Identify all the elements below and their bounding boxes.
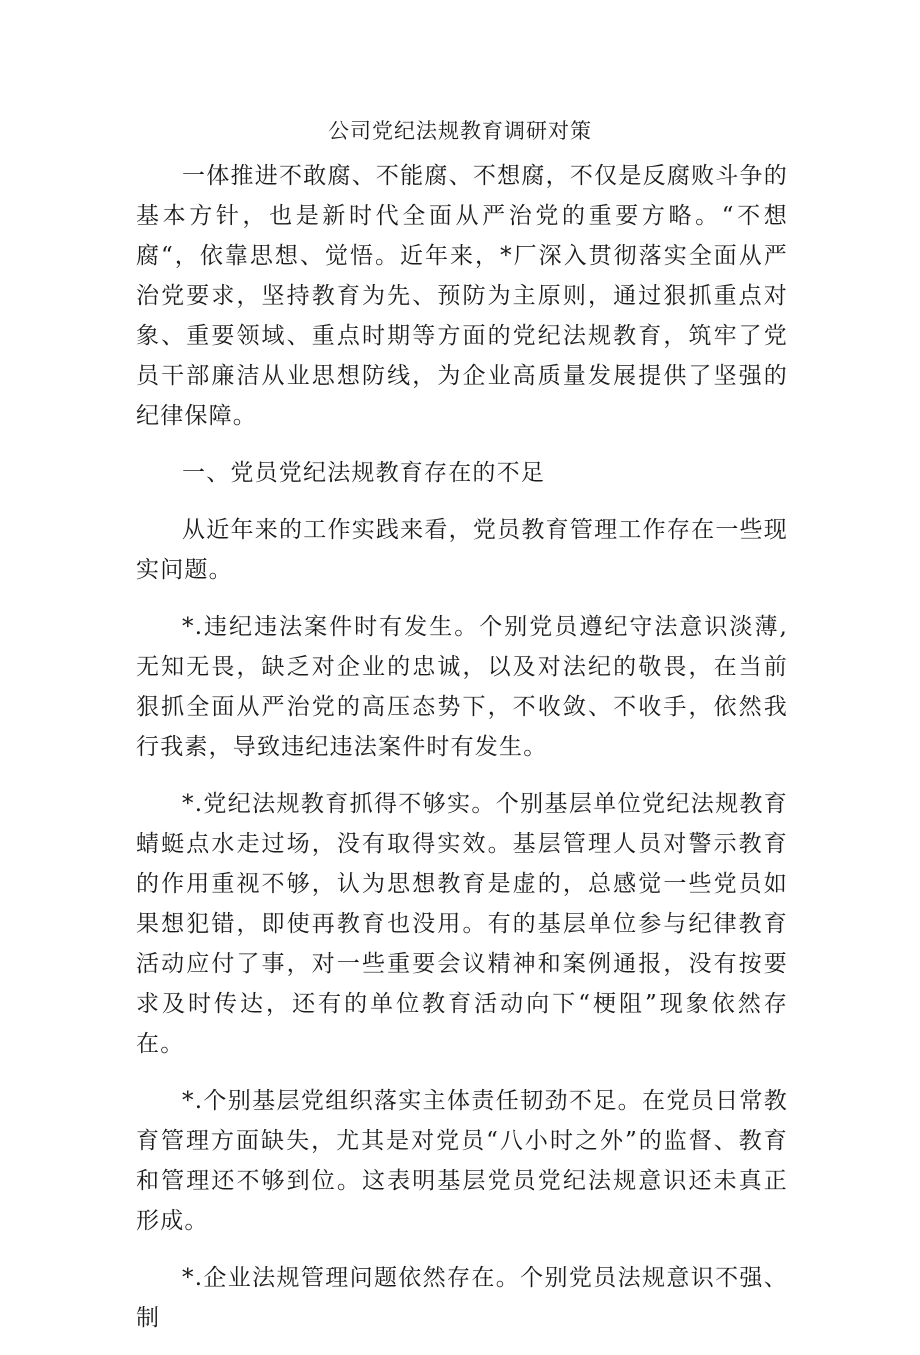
- paragraph-point-3: *.个别基层党组织落实主体责任韧劲不足。在党员日常教育管理方面缺失，尤其是对党员“八小时之外”的监督、教育和管理还不够到位。这表明基层党员党纪法规意识还未真正形成。: [136, 1088, 788, 1234]
- paragraph-overview: 从近年来的工作实践来看，党员教育管理工作存在一些现实问题。: [136, 517, 788, 583]
- section-heading: 一、党员党纪法规教育存在的不足: [182, 460, 545, 486]
- paragraph-point-1: *.违纪违法案件时有发生。个别党员遵纪守法意识淡薄,无知无畏，缺乏对企业的忠诚，以及对法纪的敬畏，在当前狠抓全面从严治党的高压态势下，不收敛、不收手，依然我行我素，导致违纪违法案件时有发生。: [136, 614, 788, 760]
- paragraph-point-2: *.党纪法规教育抓得不够实。个别基层单位党纪法规教育蜻蜓点水走过场，没有取得实效。基层管理人员对警示教育的作用重视不够，认为思想教育是虚的，总感觉一些党员如果想犯错，即使再教育也没用。有的基层单位参与纪律教育活动应付了事，对一些重要会议精神和案例通报，没有按要求及时传达，还有的单位教育活动向下“梗阻”现象依然存在。: [136, 791, 788, 1057]
- document-body: [136, 156, 788, 1355]
- paragraph-intro: 一体推进不敢腐、不能腐、不想腐，不仅是反腐败斗争的基本方针，也是新时代全面从严治党的重要方略。“不想腐“，依靠思想、觉悟。近年来，*厂深入贯彻落实全面从严治党要求，坚持教育为先、预防为主原则，通过狠抓重点对象、重要领域、重点时期等方面的党纪法规教育，筑牢了党员干部廉洁从业思想防线，为企业高质量发展提供了坚强的纪律保障。: [136, 163, 788, 429]
- document-title: 公司党纪法规教育调研对策: [328, 119, 592, 143]
- paragraph-point-4: *.企业法规管理问题依然存在。个别党员法规意识不强、制: [136, 1265, 788, 1331]
